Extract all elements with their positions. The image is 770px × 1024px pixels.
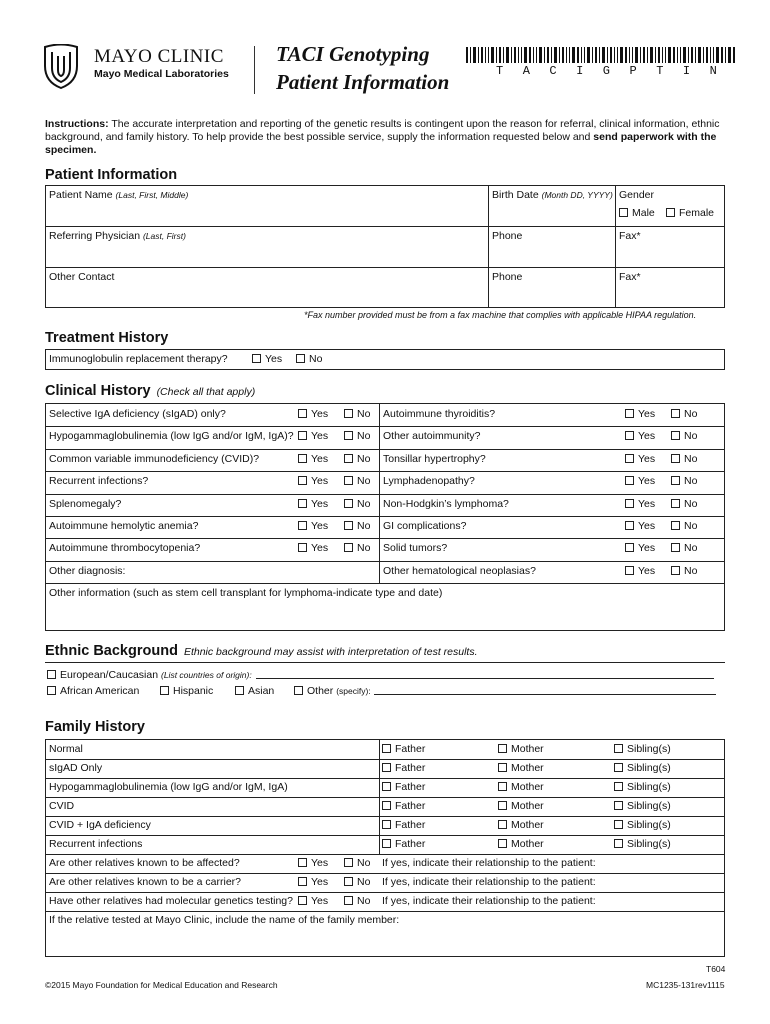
checkbox-icon — [382, 782, 391, 791]
form-id: MC1235-131rev1115 — [646, 980, 725, 990]
checkbox-icon — [298, 877, 307, 886]
option-label: No — [684, 498, 698, 510]
option-label: Father — [395, 762, 426, 774]
form-title-line2: Patient Information — [276, 70, 450, 94]
clinical-left-no-checkbox[interactable] — [344, 520, 370, 532]
checkbox-icon — [344, 521, 353, 530]
mayo-shield-icon — [42, 44, 80, 90]
birth-date-hint: (Month DD, YYYY) — [541, 190, 613, 200]
divider — [46, 911, 724, 912]
option-label: Yes — [311, 408, 329, 420]
other-information-field[interactable]: Other information (such as stem cell transplant for lymphoma-indicate type and date) — [49, 587, 443, 599]
african-american-label: African American — [60, 685, 140, 697]
checkbox-icon — [671, 454, 680, 463]
clinical-left-yes-checkbox[interactable] — [298, 520, 328, 532]
clinical-history-subtitle: (Check all that apply) — [156, 386, 256, 398]
clinical-right-no-checkbox[interactable] — [671, 408, 697, 420]
clinical-history-title-text: Clinical History — [45, 383, 151, 399]
checkbox-icon — [671, 521, 680, 530]
relatives-no-checkbox[interactable] — [344, 857, 370, 869]
checkbox-icon — [344, 543, 353, 552]
option-label: Yes — [311, 475, 329, 487]
option-label: Yes — [311, 498, 329, 510]
checkbox-icon — [294, 686, 303, 695]
family-condition-label: Normal — [49, 743, 83, 755]
checkbox-icon — [614, 839, 623, 848]
checkbox-icon — [344, 858, 353, 867]
option-label: Mother — [511, 838, 544, 850]
option-label: No — [357, 857, 371, 869]
checkbox-icon — [298, 409, 307, 418]
divider — [46, 759, 724, 760]
relationship-input[interactable]: If yes, indicate their relationship to the patient: — [382, 876, 596, 888]
gender-male-label: Male — [632, 207, 655, 219]
option-label: Mother — [511, 800, 544, 812]
checkbox-icon — [614, 801, 623, 810]
relatives-no-checkbox[interactable] — [344, 876, 370, 888]
ethnic-background-subtitle: Ethnic background may assist with interpretation of test results. — [183, 646, 478, 658]
divider — [615, 186, 616, 307]
divider — [46, 797, 724, 798]
clinical-right-label: Lymphadenopathy? — [383, 475, 475, 487]
checkbox-icon — [498, 782, 507, 791]
clinical-right-yes-checkbox[interactable] — [625, 408, 655, 420]
option-label: No — [357, 430, 371, 442]
divider — [46, 471, 724, 472]
checkbox-icon — [252, 354, 261, 363]
mayo-tested-relative-field[interactable]: If the relative tested at Mayo Clinic, include the name of the family member: — [49, 914, 400, 926]
gender-male-checkbox[interactable] — [619, 207, 655, 219]
option-label: No — [357, 520, 371, 532]
other-ethnicity-hint: (specify): — [336, 686, 371, 696]
clinical-left-label: Autoimmune thrombocytopenia? — [49, 542, 201, 554]
divider — [46, 583, 724, 584]
family-history-title: Family History — [45, 719, 145, 735]
option-label: Father — [395, 838, 426, 850]
patient-info-table — [45, 185, 725, 308]
clinical-left-no-checkbox[interactable] — [344, 453, 370, 465]
clinical-right-label: GI complications? — [383, 520, 467, 532]
countries-of-origin-input[interactable] — [256, 670, 714, 679]
instructions — [45, 118, 725, 157]
barcode-text: TACIGPTIN — [496, 64, 737, 78]
copyright: ©2015 Mayo Foundation for Medical Education and Research — [45, 980, 278, 990]
clinical-right-label: Tonsillar hypertrophy? — [383, 453, 486, 465]
relatives-no-checkbox[interactable] — [344, 895, 370, 907]
relatives-question-label: Are other relatives known to be affected? — [49, 857, 240, 869]
form-code: T604 — [706, 964, 726, 974]
divider — [46, 516, 724, 517]
checkbox-icon — [298, 431, 307, 440]
checkbox-icon — [344, 896, 353, 905]
form-title-line1: TACI Genotyping — [276, 42, 430, 66]
option-label: Yes — [638, 430, 656, 442]
checkbox-icon — [498, 801, 507, 810]
checkbox-icon — [344, 877, 353, 886]
clinical-left-no-checkbox[interactable] — [344, 498, 370, 510]
clinical-left-no-checkbox[interactable] — [344, 408, 370, 420]
mayo-clinic-logo — [42, 44, 252, 94]
option-label: Father — [395, 800, 426, 812]
treatment-history-title: Treatment History — [45, 330, 169, 346]
divider — [46, 854, 724, 855]
divider — [46, 426, 724, 427]
divider — [488, 186, 489, 307]
clinical-left-label: Splenomegaly? — [49, 498, 122, 510]
checkbox-icon — [614, 763, 623, 772]
family-father-checkbox[interactable] — [382, 743, 425, 755]
option-label: Sibling(s) — [627, 838, 671, 850]
family-father-checkbox[interactable] — [382, 800, 425, 812]
instructions-label: Instructions: — [45, 118, 109, 130]
clinical-right-yes-checkbox[interactable] — [625, 475, 655, 487]
clinical-left-no-checkbox[interactable] — [344, 475, 370, 487]
checkbox-icon — [619, 208, 628, 217]
option-label: Yes — [638, 453, 656, 465]
patient-name-hint: (Last, First, Middle) — [115, 190, 189, 200]
option-label: No — [684, 430, 698, 442]
birth-date-field[interactable] — [492, 189, 613, 201]
clinical-history-title — [45, 383, 255, 399]
hispanic-checkbox[interactable] — [160, 685, 213, 697]
option-label: Yes — [311, 542, 329, 554]
option-label: No — [357, 408, 371, 420]
checkbox-icon — [625, 454, 634, 463]
option-label: Yes — [638, 565, 656, 577]
option-label: Yes — [311, 857, 329, 869]
european-label: European/Caucasian — [60, 669, 159, 681]
checkbox-icon — [671, 543, 680, 552]
physician-fax-field[interactable]: Fax* — [619, 230, 641, 242]
header-divider — [254, 46, 255, 94]
checkbox-icon — [666, 208, 675, 217]
family-condition-label: CVID + IgA deficiency — [49, 819, 151, 831]
option-label: Yes — [638, 498, 656, 510]
option-label: Sibling(s) — [627, 800, 671, 812]
ethnic-background-title — [45, 643, 478, 659]
other-heme-yes-checkbox[interactable] — [625, 565, 655, 577]
gender-label: Gender — [619, 189, 655, 201]
checkbox-icon — [298, 896, 307, 905]
relatives-question-label: Are other relatives known to be a carrier? — [49, 876, 242, 888]
european-hint: (List countries of origin): — [161, 670, 252, 680]
clinical-left-yes-checkbox[interactable] — [298, 542, 328, 554]
ig-replacement-no-checkbox[interactable] — [296, 353, 322, 365]
checkbox-icon — [625, 566, 634, 575]
relatives-yes-checkbox[interactable] — [298, 857, 328, 869]
option-label: No — [357, 498, 371, 510]
clinical-left-label: Recurrent infections? — [49, 475, 149, 487]
checkbox-icon — [344, 476, 353, 485]
european-checkbox[interactable] — [47, 669, 252, 681]
ig-replacement-label: Immunoglobulin replacement therapy? — [49, 353, 228, 365]
checkbox-icon — [47, 686, 56, 695]
other-ethnicity-checkbox[interactable] — [294, 685, 371, 697]
clinical-left-no-checkbox[interactable] — [344, 430, 370, 442]
checkbox-icon — [625, 409, 634, 418]
family-condition-label: Hypogammaglobulinemia (low IgG and/or IgM, IgA) — [49, 781, 288, 793]
checkbox-icon — [344, 431, 353, 440]
checkbox-icon — [671, 476, 680, 485]
divider — [46, 449, 724, 450]
clinical-left-yes-checkbox[interactable] — [298, 453, 328, 465]
checkbox-icon — [298, 543, 307, 552]
divider — [46, 835, 724, 836]
patient-name-field[interactable] — [49, 189, 188, 201]
option-label: Yes — [311, 876, 329, 888]
checkbox-icon — [382, 744, 391, 753]
option-label: Yes — [638, 475, 656, 487]
divider — [46, 538, 724, 539]
clinical-right-yes-checkbox[interactable] — [625, 453, 655, 465]
checkbox-icon — [382, 763, 391, 772]
option-label: Yes — [311, 520, 329, 532]
option-label: Sibling(s) — [627, 743, 671, 755]
logo-name: MAYO CLINIC — [94, 46, 224, 67]
clinical-right-no-checkbox[interactable] — [671, 498, 697, 510]
family-mother-checkbox[interactable] — [498, 838, 544, 850]
hispanic-label: Hispanic — [173, 685, 214, 697]
checkbox-icon — [625, 521, 634, 530]
checkbox-icon — [296, 354, 305, 363]
ig-replacement-yes-checkbox[interactable] — [252, 353, 282, 365]
option-label: Father — [395, 781, 426, 793]
option-label: Mother — [511, 743, 544, 755]
option-label: Mother — [511, 762, 544, 774]
referring-physician-hint: (Last, First) — [142, 231, 186, 241]
checkbox-icon — [298, 858, 307, 867]
checkbox-icon — [671, 499, 680, 508]
checkbox-icon — [382, 801, 391, 810]
asian-label: Asian — [248, 685, 275, 697]
clinical-right-label: Non-Hodgkin’s lymphoma? — [383, 498, 509, 510]
clinical-left-label: Selective IgA deficiency (sIgAD) only? — [49, 408, 226, 420]
referring-physician-label: Referring Physician — [49, 230, 141, 242]
checkbox-icon — [671, 431, 680, 440]
option-label: Yes — [311, 895, 329, 907]
divider — [379, 404, 380, 583]
ethnic-top-rule — [45, 662, 725, 663]
relatives-yes-checkbox[interactable] — [298, 876, 328, 888]
other-contact-field[interactable]: Other Contact — [49, 271, 115, 283]
other-ethnicity-input[interactable] — [374, 686, 716, 695]
checkbox-icon — [671, 409, 680, 418]
option-label: Yes — [638, 542, 656, 554]
clinical-left-yes-checkbox[interactable] — [298, 475, 328, 487]
option-label: Mother — [511, 819, 544, 831]
option-label: No — [357, 895, 371, 907]
option-label: No — [684, 542, 698, 554]
other-ethnicity-label: Other — [307, 685, 334, 697]
family-condition-label: Recurrent infections — [49, 838, 143, 850]
option-label: Father — [395, 819, 426, 831]
divider — [46, 561, 724, 562]
divider — [46, 494, 724, 495]
family-siblings-checkbox[interactable] — [614, 743, 671, 755]
instructions-text: The accurate interpretation and reporting of the genetic results is contingent upon the reason for referral, clinical information, ethnic background, and family history. To help provide the best possible service, supply the information requested below and — [45, 118, 720, 143]
checkbox-icon — [382, 839, 391, 848]
option-label: No — [357, 475, 371, 487]
clinical-left-label: Common variable immunodeficiency (CVID)? — [49, 453, 260, 465]
checkbox-icon — [298, 454, 307, 463]
family-condition-label: CVID — [49, 800, 75, 812]
yes-label: Yes — [265, 353, 283, 365]
clinical-right-yes-checkbox[interactable] — [625, 520, 655, 532]
checkbox-icon — [298, 521, 307, 530]
option-label: No — [684, 408, 698, 420]
family-father-checkbox[interactable] — [382, 762, 425, 774]
option-label: Yes — [638, 408, 656, 420]
checkbox-icon — [625, 543, 634, 552]
barcode — [466, 47, 736, 63]
family-mother-checkbox[interactable] — [498, 743, 544, 755]
checkbox-icon — [344, 454, 353, 463]
clinical-left-yes-checkbox[interactable] — [298, 408, 328, 420]
checkbox-icon — [625, 476, 634, 485]
option-label: No — [684, 453, 698, 465]
clinical-right-no-checkbox[interactable] — [671, 430, 697, 442]
checkbox-icon — [671, 566, 680, 575]
option-label: Yes — [638, 520, 656, 532]
option-label: No — [684, 475, 698, 487]
clinical-right-no-checkbox[interactable] — [671, 475, 697, 487]
checkbox-icon — [382, 820, 391, 829]
relationship-input[interactable]: If yes, indicate their relationship to the patient: — [382, 857, 596, 869]
no-label: No — [309, 353, 323, 365]
logo-subtitle: Mayo Medical Laboratories — [94, 68, 229, 80]
clinical-right-yes-checkbox[interactable] — [625, 430, 655, 442]
option-label: Sibling(s) — [627, 819, 671, 831]
clinical-left-no-checkbox[interactable] — [344, 542, 370, 554]
checkbox-icon — [498, 839, 507, 848]
other-heme-no-checkbox[interactable] — [671, 565, 697, 577]
clinical-left-label: Autoimmune hemolytic anemia? — [49, 520, 199, 532]
checkbox-icon — [344, 499, 353, 508]
family-siblings-checkbox[interactable] — [614, 762, 671, 774]
checkbox-icon — [625, 499, 634, 508]
family-condition-label: sIgAD Only — [49, 762, 103, 774]
option-label: Sibling(s) — [627, 781, 671, 793]
checkbox-icon — [160, 686, 169, 695]
checkbox-icon — [344, 409, 353, 418]
option-label: No — [357, 542, 371, 554]
relatives-yes-checkbox[interactable] — [298, 895, 328, 907]
divider — [46, 873, 724, 874]
checkbox-icon — [298, 499, 307, 508]
divider — [46, 816, 724, 817]
clinical-right-no-checkbox[interactable] — [671, 542, 697, 554]
option-label: Yes — [311, 430, 329, 442]
clinical-left-label: Hypogammaglobulinemia (low IgG and/or IgM, IgA)? — [49, 430, 294, 442]
clinical-right-yes-checkbox[interactable] — [625, 542, 655, 554]
option-label: Yes — [311, 453, 329, 465]
clinical-left-yes-checkbox[interactable] — [298, 430, 328, 442]
clinical-right-label: Autoimmune thyroiditis? — [383, 408, 496, 420]
family-father-checkbox[interactable] — [382, 781, 425, 793]
checkbox-icon — [625, 431, 634, 440]
family-siblings-checkbox[interactable] — [614, 781, 671, 793]
checkbox-icon — [298, 476, 307, 485]
checkbox-icon — [614, 782, 623, 791]
family-mother-checkbox[interactable] — [498, 800, 544, 812]
gender-female-checkbox[interactable] — [666, 207, 714, 219]
relationship-input[interactable]: If yes, indicate their relationship to the patient: — [382, 895, 596, 907]
option-label: No — [684, 565, 698, 577]
other-heme-label: Other hematological neoplasias? — [383, 565, 536, 577]
checkbox-icon — [614, 820, 623, 829]
instructions-bold-tail: send paperwork with the specimen. — [45, 131, 717, 156]
family-siblings-checkbox[interactable] — [614, 838, 671, 850]
patient-name-label: Patient Name — [49, 189, 113, 201]
clinical-right-no-checkbox[interactable] — [671, 520, 697, 532]
family-mother-checkbox[interactable] — [498, 781, 544, 793]
option-label: No — [357, 876, 371, 888]
option-label: No — [357, 453, 371, 465]
birth-date-label: Birth Date — [492, 189, 539, 201]
family-siblings-checkbox[interactable] — [614, 800, 671, 812]
option-label: No — [684, 520, 698, 532]
option-label: Father — [395, 743, 426, 755]
family-siblings-checkbox[interactable] — [614, 819, 671, 831]
asian-checkbox[interactable] — [235, 685, 274, 697]
clinical-history-table — [45, 403, 725, 631]
family-father-checkbox[interactable] — [382, 838, 425, 850]
family-father-checkbox[interactable] — [382, 819, 425, 831]
physician-phone-field[interactable]: Phone — [492, 230, 523, 242]
divider — [46, 267, 724, 268]
gender-female-label: Female — [679, 207, 715, 219]
other-diagnosis-field[interactable]: Other diagnosis: — [49, 565, 126, 577]
checkbox-icon — [498, 820, 507, 829]
divider — [46, 226, 724, 227]
ethnic-background-title-text: Ethnic Background — [45, 643, 178, 659]
clinical-right-no-checkbox[interactable] — [671, 453, 697, 465]
family-mother-checkbox[interactable] — [498, 819, 544, 831]
patient-info-title: Patient Information — [45, 167, 178, 183]
divider — [46, 892, 724, 893]
option-label: Mother — [511, 781, 544, 793]
checkbox-icon — [498, 744, 507, 753]
clinical-right-label: Other autoimmunity? — [383, 430, 481, 442]
divider — [46, 778, 724, 779]
divider — [379, 740, 380, 854]
other-contact-phone-field[interactable]: Phone — [492, 271, 523, 283]
checkbox-icon — [614, 744, 623, 753]
other-contact-fax-field[interactable]: Fax* — [619, 271, 641, 283]
clinical-left-yes-checkbox[interactable] — [298, 498, 328, 510]
african-american-checkbox[interactable] — [47, 685, 139, 697]
fax-note: *Fax number provided must be from a fax machine that complies with applicable HIPAA regulation. — [304, 310, 697, 320]
clinical-right-label: Solid tumors? — [383, 542, 448, 554]
clinical-right-yes-checkbox[interactable] — [625, 498, 655, 510]
treatment-history-table — [45, 349, 725, 370]
family-history-table — [45, 739, 725, 957]
family-mother-checkbox[interactable] — [498, 762, 544, 774]
checkbox-icon — [498, 763, 507, 772]
checkbox-icon — [235, 686, 244, 695]
relatives-question-label: Have other relatives had molecular genetics testing? — [49, 895, 293, 907]
checkbox-icon — [47, 670, 56, 679]
referring-physician-field[interactable] — [49, 230, 186, 242]
option-label: Sibling(s) — [627, 762, 671, 774]
